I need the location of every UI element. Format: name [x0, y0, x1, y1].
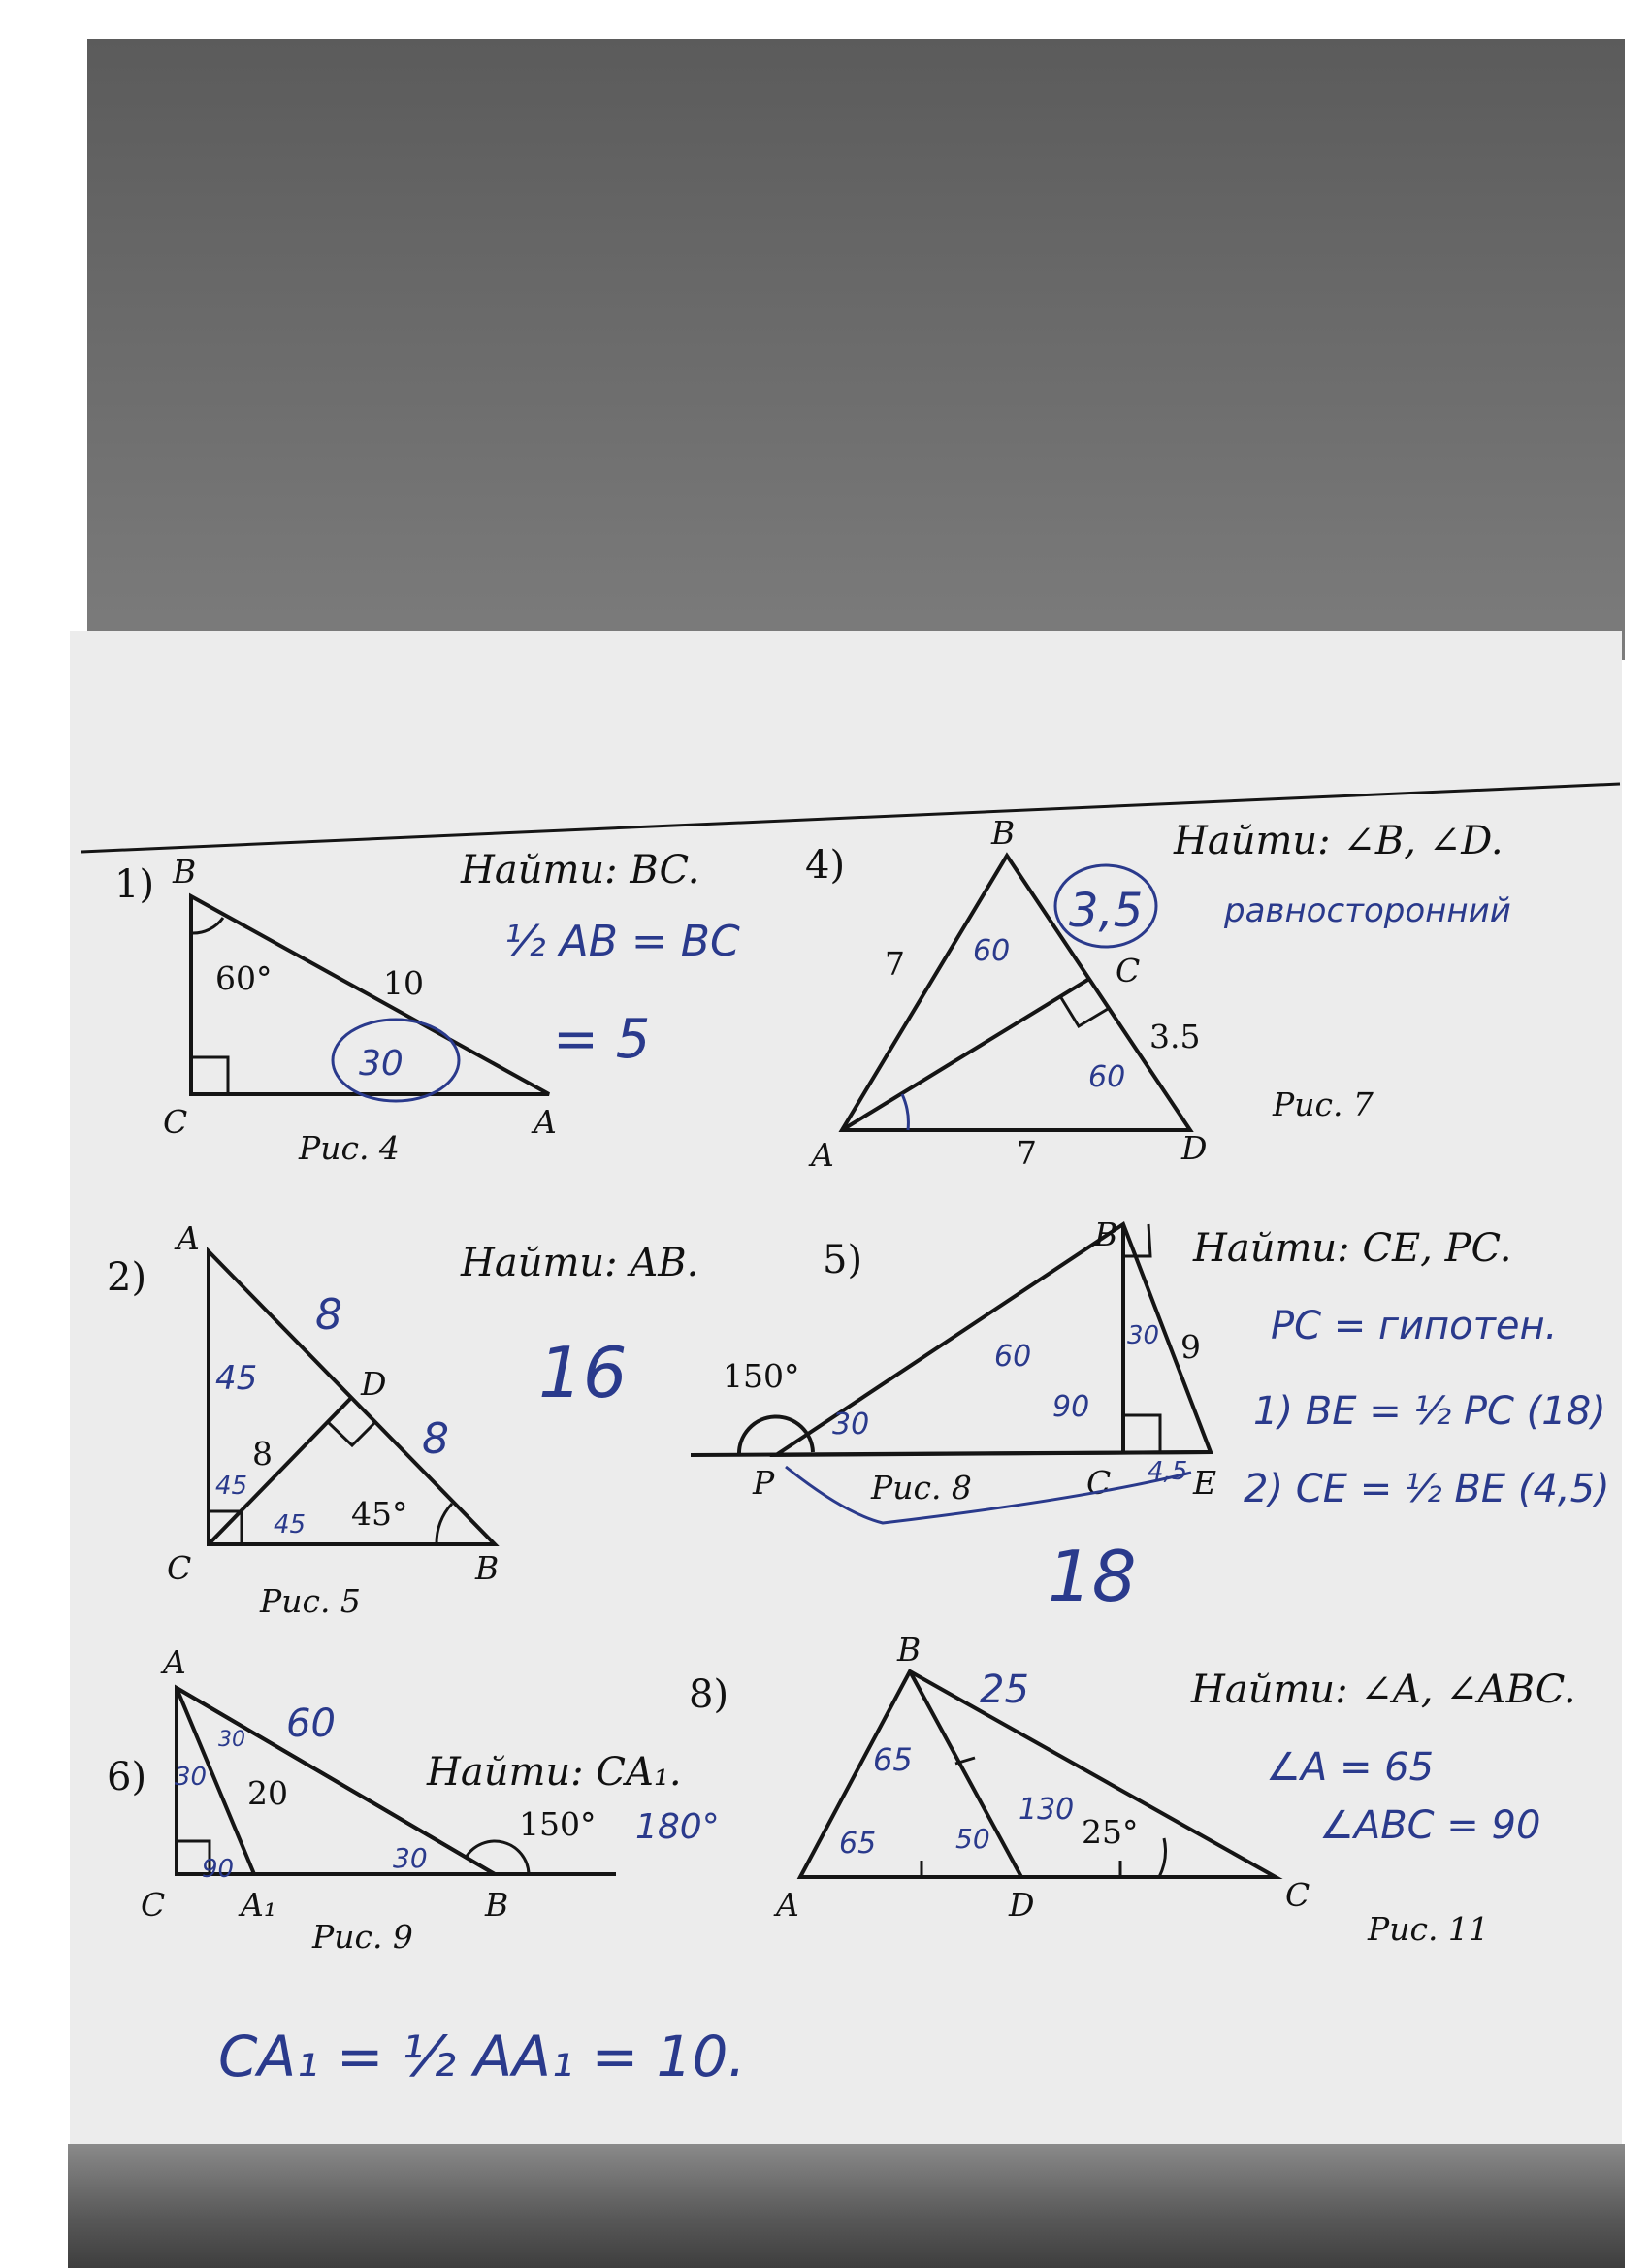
- problem-number: 6): [107, 1755, 147, 1799]
- angle-arc: [1159, 1838, 1165, 1877]
- vertex-label: A: [163, 1643, 186, 1681]
- handwritten-angle: 45: [274, 1510, 307, 1539]
- vertex-label: B: [991, 814, 1016, 852]
- vertex-label: A: [811, 1136, 834, 1174]
- vertex-label: C: [1086, 1464, 1112, 1502]
- right-angle-mark: [328, 1422, 375, 1445]
- angle-arc: [902, 1094, 908, 1130]
- given-side: 9: [1180, 1328, 1201, 1366]
- handwritten-angle: 130: [1018, 1793, 1075, 1827]
- problem-2: [107, 1219, 698, 1620]
- given-side: 3.5: [1149, 1018, 1201, 1055]
- handwritten-angle: 65: [839, 1827, 877, 1861]
- handwritten-answer: ∠ABC = 90: [1319, 1803, 1541, 1848]
- handwritten-note: 2) CE = ½ BE (4,5): [1244, 1467, 1610, 1511]
- problem-4: [805, 814, 1511, 1174]
- handwritten-result: 16: [538, 1332, 628, 1413]
- altitude: [842, 979, 1089, 1130]
- given-side: 7: [885, 945, 905, 983]
- figure-caption: Рис. 4: [299, 1129, 400, 1167]
- handwritten-angle: 30: [175, 1763, 208, 1792]
- problem-task: Найти: CA₁.: [427, 1750, 682, 1795]
- vertex-label: C: [163, 1103, 188, 1141]
- vertex-label: B: [897, 1631, 922, 1669]
- given-side: 10: [383, 964, 424, 1002]
- vertex-label: B: [475, 1549, 500, 1587]
- vertex-label: C: [141, 1886, 166, 1924]
- figure-caption: Рис. 5: [260, 1582, 361, 1620]
- handwritten-note: 1) BE = ½ PC (18): [1253, 1389, 1606, 1434]
- vertex-label: B: [485, 1886, 509, 1924]
- handwritten-angle: 65: [873, 1741, 913, 1778]
- vertex-label: C: [167, 1549, 192, 1587]
- given-angle: 60°: [215, 959, 273, 997]
- vertex-label: A: [534, 1103, 557, 1141]
- handwritten-result: CA₁ = ½ AA₁ = 10.: [218, 2024, 746, 2090]
- problem-task: Найти: CE, PC.: [1193, 1226, 1512, 1271]
- vertex-label: A: [177, 1219, 200, 1257]
- handwritten-formula: ½ AB = BC: [504, 917, 740, 966]
- handwritten-angle: 180°: [635, 1807, 720, 1847]
- handwritten-side: 8: [422, 1414, 449, 1464]
- given-angle: 150°: [723, 1357, 800, 1395]
- figure-caption: Рис. 7: [1273, 1085, 1374, 1123]
- given-angle: 25°: [1082, 1813, 1139, 1851]
- handwritten-angle: 30: [218, 1728, 245, 1752]
- problem-8: [689, 1631, 1576, 1948]
- problem-5: [691, 1215, 1610, 1617]
- handwritten-angle: 45: [215, 1359, 258, 1398]
- vertex-label: B: [1094, 1215, 1118, 1253]
- figure-caption: Рис. 9: [312, 1918, 413, 1956]
- problem-number: 8): [689, 1672, 729, 1717]
- handwritten-angle: 45: [215, 1472, 248, 1501]
- handwritten-side: 4,5: [1148, 1457, 1188, 1486]
- problem-number: 2): [107, 1255, 147, 1300]
- problem-task: Найти: BC.: [461, 848, 700, 892]
- right-angle-mark: [191, 1057, 228, 1094]
- problem-task: Найти: ∠B, ∠D.: [1174, 819, 1504, 863]
- problem-task: Найти: AB.: [461, 1241, 699, 1285]
- figure-caption: Рис. 8: [871, 1469, 972, 1507]
- problem-number: 4): [805, 843, 846, 888]
- vertex-label: A: [776, 1886, 799, 1924]
- problem-number: 1): [114, 862, 155, 907]
- vertex-label: C: [1285, 1876, 1310, 1914]
- given-angle: 45°: [351, 1495, 408, 1533]
- angle-arc: [436, 1504, 452, 1544]
- figure-caption: Рис. 11: [1368, 1910, 1489, 1948]
- vertex-label: D: [1181, 1129, 1208, 1167]
- right-angle-mark: [1060, 996, 1108, 1026]
- given-side: 8: [252, 1435, 273, 1473]
- problem-1: [114, 848, 740, 1167]
- handwritten-angle: 25: [980, 1668, 1029, 1712]
- handwritten-side: 8: [315, 1290, 342, 1340]
- handwritten-bracket: [786, 1467, 1191, 1523]
- handwritten-angle: 30: [832, 1408, 870, 1442]
- problem-task: Найти: ∠A, ∠ABC.: [1191, 1668, 1576, 1712]
- given-side: 7: [1017, 1134, 1037, 1172]
- vertex-label: A₁: [241, 1886, 277, 1924]
- vertex-label: B: [173, 853, 197, 891]
- handwritten-angle: 60: [1088, 1060, 1126, 1094]
- handwritten-result: = 5: [553, 1008, 651, 1071]
- handwritten-angle: 30: [359, 1044, 404, 1084]
- angle-arc: [191, 918, 223, 933]
- handwritten-result: 18: [1048, 1536, 1137, 1617]
- handwritten-angle: 90: [1052, 1390, 1090, 1424]
- exterior-angle-arc: [466, 1841, 529, 1874]
- handwritten-answer: ∠A = 65: [1266, 1745, 1435, 1790]
- vertex-label: D: [361, 1365, 387, 1403]
- handwritten-note: равносторонний: [1224, 891, 1511, 930]
- handwritten-angle: 30: [1127, 1321, 1160, 1350]
- vertex-label: D: [1009, 1886, 1035, 1924]
- handwritten-note: PC = гипотен.: [1271, 1304, 1558, 1348]
- handwritten-angle: 90: [202, 1855, 235, 1884]
- vertex-label: C: [1116, 952, 1141, 989]
- vertex-label: P: [753, 1464, 775, 1502]
- problem-number: 5): [823, 1238, 863, 1282]
- handwritten-angle: 60: [973, 934, 1011, 968]
- right-angle-mark: [1123, 1415, 1160, 1452]
- handwritten-angle: 50: [955, 1823, 990, 1855]
- handwritten-angle: 60: [994, 1340, 1032, 1374]
- given-side: 20: [247, 1774, 288, 1812]
- problem-6: [107, 1643, 746, 2090]
- handwritten-angle: 30: [393, 1842, 428, 1874]
- handwritten-angle: 60: [286, 1701, 336, 1746]
- vertex-label: E: [1193, 1464, 1217, 1502]
- handwritten-side: 3,5: [1069, 884, 1144, 938]
- given-angle: 150°: [519, 1805, 597, 1843]
